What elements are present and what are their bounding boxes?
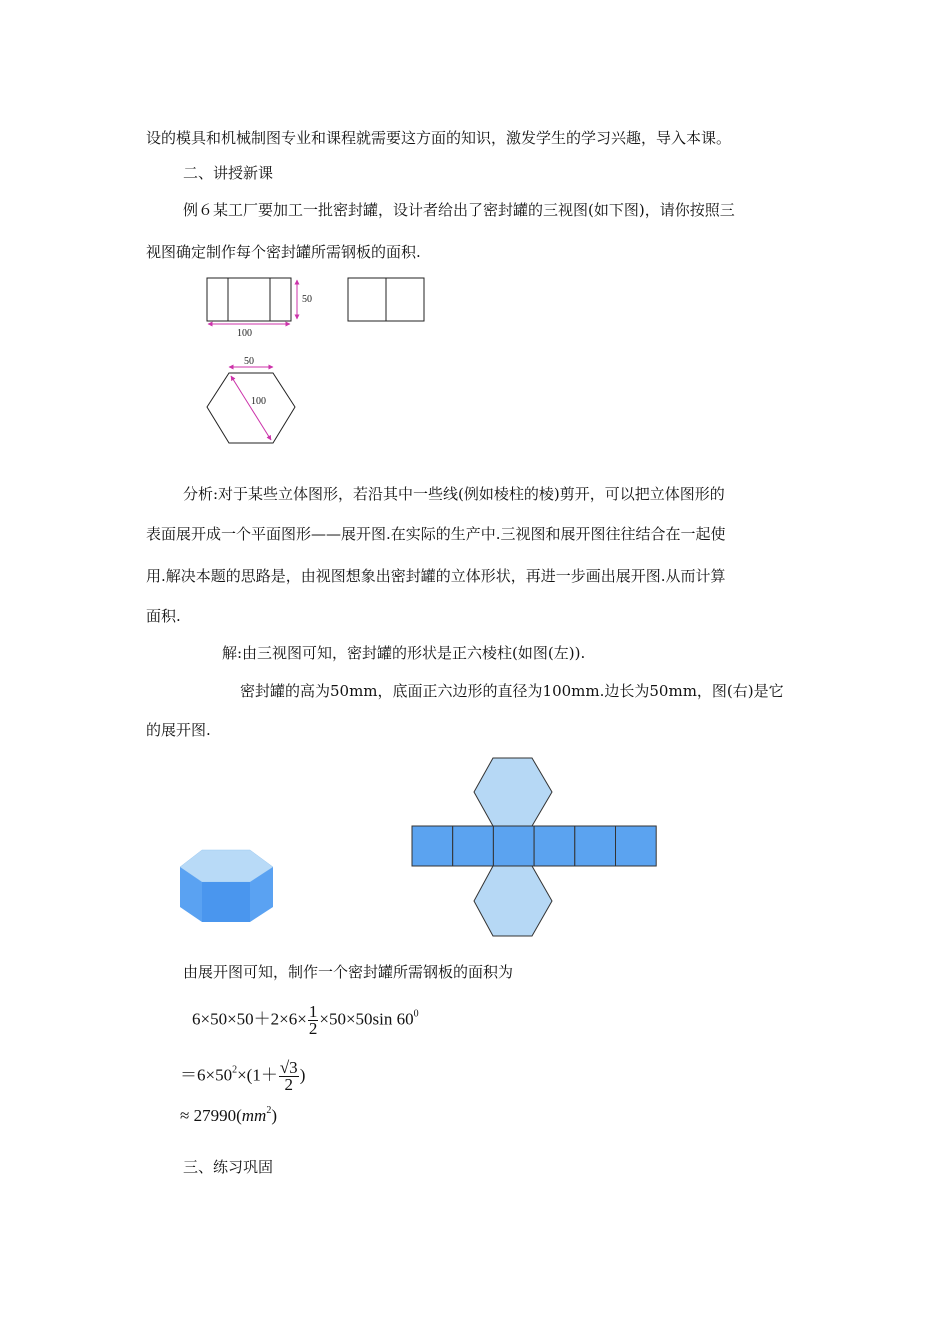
height-dim-label: 50: [302, 294, 312, 305]
example-problem-line-1: 例６某工厂要加工一批密封罐，设计者给出了密封罐的三视图(如下图)，请你按照三: [183, 201, 735, 219]
solution-line-2: 密封罐的高为50mm，底面正六边形的直径为100mm.边长为50mm，图(右)是它: [240, 682, 784, 700]
section-heading-new-lesson: 二、讲授新课: [183, 164, 274, 182]
solution-line-3: 的展开图.: [146, 721, 211, 739]
net-top-hexagon: [474, 758, 552, 826]
width-dim-label: 100: [237, 328, 252, 339]
analysis-line-2: 表面展开成一个平面图形——展开图.在实际的生产中.三视图和展开图往往结合在一起使: [146, 525, 726, 543]
solution-line-1: 解:由三视图可知，密封罐的形状是正六棱柱(如图(左)).: [222, 644, 586, 662]
formula-line-3: ≈ $27990(mm^2)$: [180, 1105, 277, 1125]
three-view-drawing: [200, 272, 440, 442]
side-view: [348, 278, 424, 321]
front-view-dimension-height: [297, 280, 312, 319]
front-view-dimension-width: [208, 324, 290, 339]
fraction-sqrt3-over-2: $\frac{√3}{2}$: [279, 1058, 298, 1094]
formula-line-1: 6×50×50＋2×6× $\frac{1}{2}$ ×50×50sin $60^0$: [192, 1002, 419, 1038]
area-intro: 由展开图可知，制作一个密封罐所需钢板的面积为: [183, 963, 514, 981]
net-lateral-faces: [412, 826, 656, 866]
analysis-line-1: 分析:对于某些立体图形，若沿其中一些线(例如棱柱的棱)剪开，可以把立体图形的: [183, 485, 725, 503]
example-problem-line-2: 视图确定制作每个密封罐所需钢板的面积.: [146, 243, 421, 261]
section-heading-practice: 三、练习巩固: [183, 1158, 274, 1176]
front-view: [207, 278, 291, 321]
intro-paragraph-end: 设的模具和机械制图专业和课程就需要这方面的知识，激发学生的学习兴趣，导入本课。: [146, 129, 732, 147]
fraction-one-half: $\frac{1}{2}$: [308, 1002, 318, 1038]
side-dim-label: 50: [244, 356, 254, 367]
top-view-hexagon: [207, 356, 295, 443]
hexagonal-prism-figure: [180, 850, 280, 930]
formula-line-2: $=6\times 50^2\times(1+$ $\frac{√3}{2}$ ): [180, 1058, 306, 1094]
net-bottom-hexagon: [474, 866, 552, 936]
analysis-line-3: 用.解决本题的思路是，由视图想象出密封罐的立体形状，再进一步画出展开图.从而计算: [146, 567, 726, 585]
diameter-dim-label: 100: [251, 396, 266, 407]
analysis-line-4: 面积.: [146, 607, 181, 625]
prism-net-figure: [410, 756, 660, 941]
